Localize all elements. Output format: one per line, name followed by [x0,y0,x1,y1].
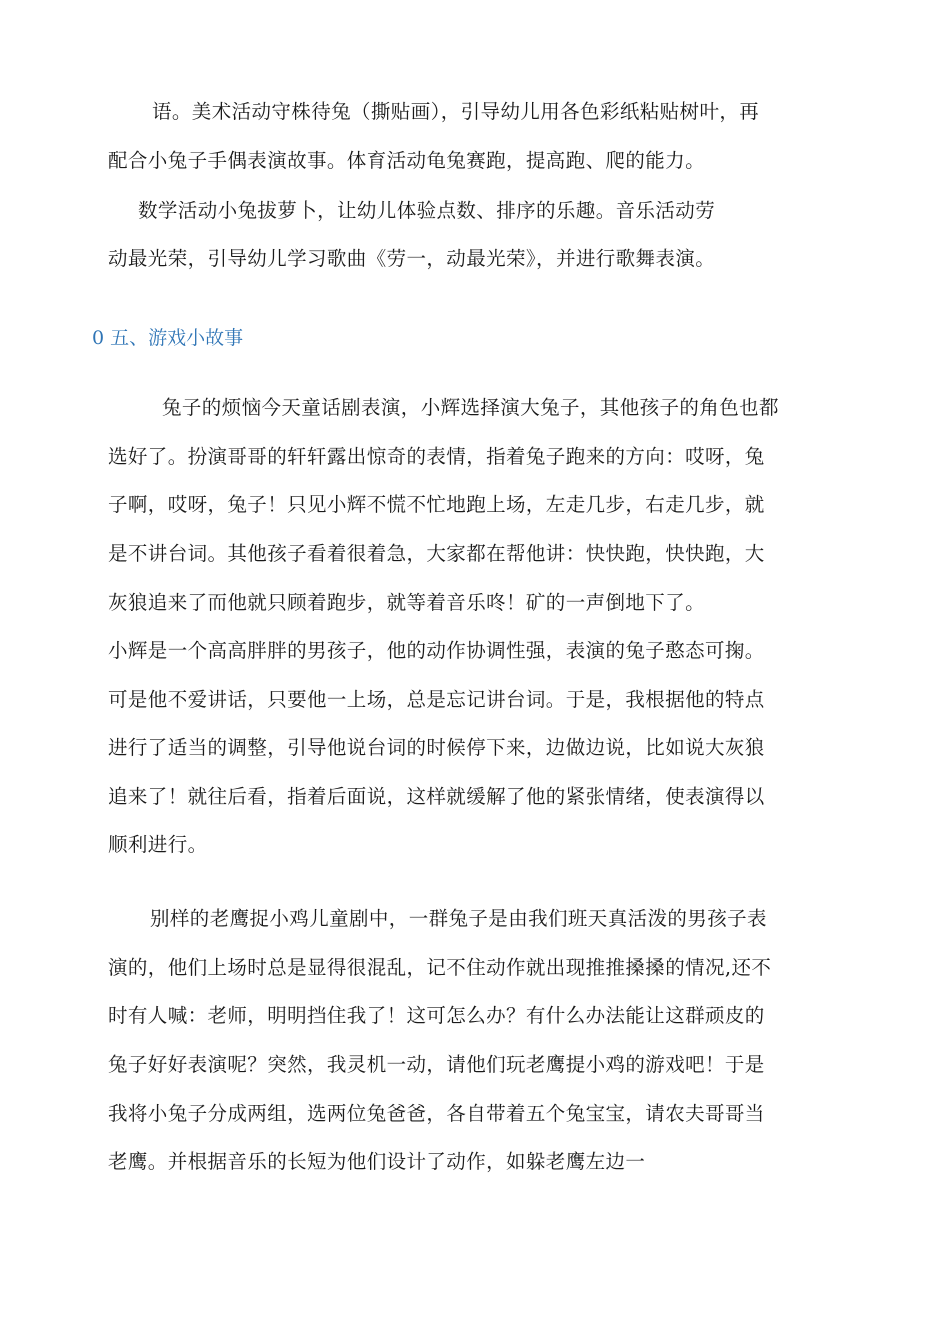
text-line: 是不讲台词。其他孩子看着很着急，大家都在帮他讲：快快跑，快快跑，大 [108,542,765,565]
text-line: 灰狼追来了而他就只顾着跑步，就等着音乐咚！矿的一声倒地下了。 [108,591,706,614]
section-heading: 0 五、游戏小故事 [92,327,244,349]
text-line: 选好了。扮演哥哥的轩轩露出惊奇的表情，指着兔子跑来的方向：哎呀，兔 [108,445,765,468]
text-line: 小辉是一个高高胖胖的男孩子，他的动作协调性强，表演的兔子憨态可掬。 [108,639,765,662]
text-line: 配合小兔子手偶表演故事。体育活动龟兔赛跑，提高跑、爬的能力。 [108,149,706,172]
text-line: 时有人喊：老师，明明挡住我了！这可怎么办？有什么办法能让这群顽皮的 [108,1004,765,1027]
text-line: 动最光荣，引导幼儿学习歌曲《劳一，动最光荣》，并进行歌舞表演。 [108,247,716,270]
text-line: 追来了！就往后看，指着后面说，这样就缓解了他的紧张情绪，使表演得以 [108,785,765,808]
text-line: 可是他不爱讲话，只要他一上场，总是忘记讲台词。于是，我根据他的特点 [108,688,765,711]
text-line: 我将小兔子分成两组，选两位兔爸爸，各自带着五个兔宝宝，请农夫哥哥当 [108,1102,765,1125]
text-line: 兔子好好表演呢？突然，我灵机一动，请他们玩老鹰提小鸡的游戏吧！于是 [108,1053,765,1076]
text-line: 顺利进行。 [108,833,208,856]
text-line: 子啊，哎呀，兔子！只见小辉不慌不忙地跑上场，左走几步，右走几步，就 [108,493,765,516]
text-line: 数学活动小兔拔萝卜，让幼儿体验点数、排序的乐趣。音乐活动劳 [138,199,716,222]
text-line: 兔子的烦恼今天童话剧表演，小辉选择演大兔子，其他孩子的角色也都 [162,396,779,419]
text-line: 语。美术活动守株待兔（撕贴画），引导幼儿用各色彩纸粘贴树叶，再 [152,100,760,123]
text-line: 老鹰。并根据音乐的长短为他们设计了动作，如躲老鹰左边一 [108,1150,646,1173]
text-line: 别样的老鹰捉小鸡儿童剧中，一群兔子是由我们班天真活泼的男孩子表 [150,907,767,930]
text-line: 进行了适当的调整，引导他说台词的时候停下来，边做边说，比如说大灰狼 [108,736,765,759]
text-line: 演的，他们上场时总是显得很混乱，记不住动作就出现推推搡搡的情况,还不 [108,956,772,979]
